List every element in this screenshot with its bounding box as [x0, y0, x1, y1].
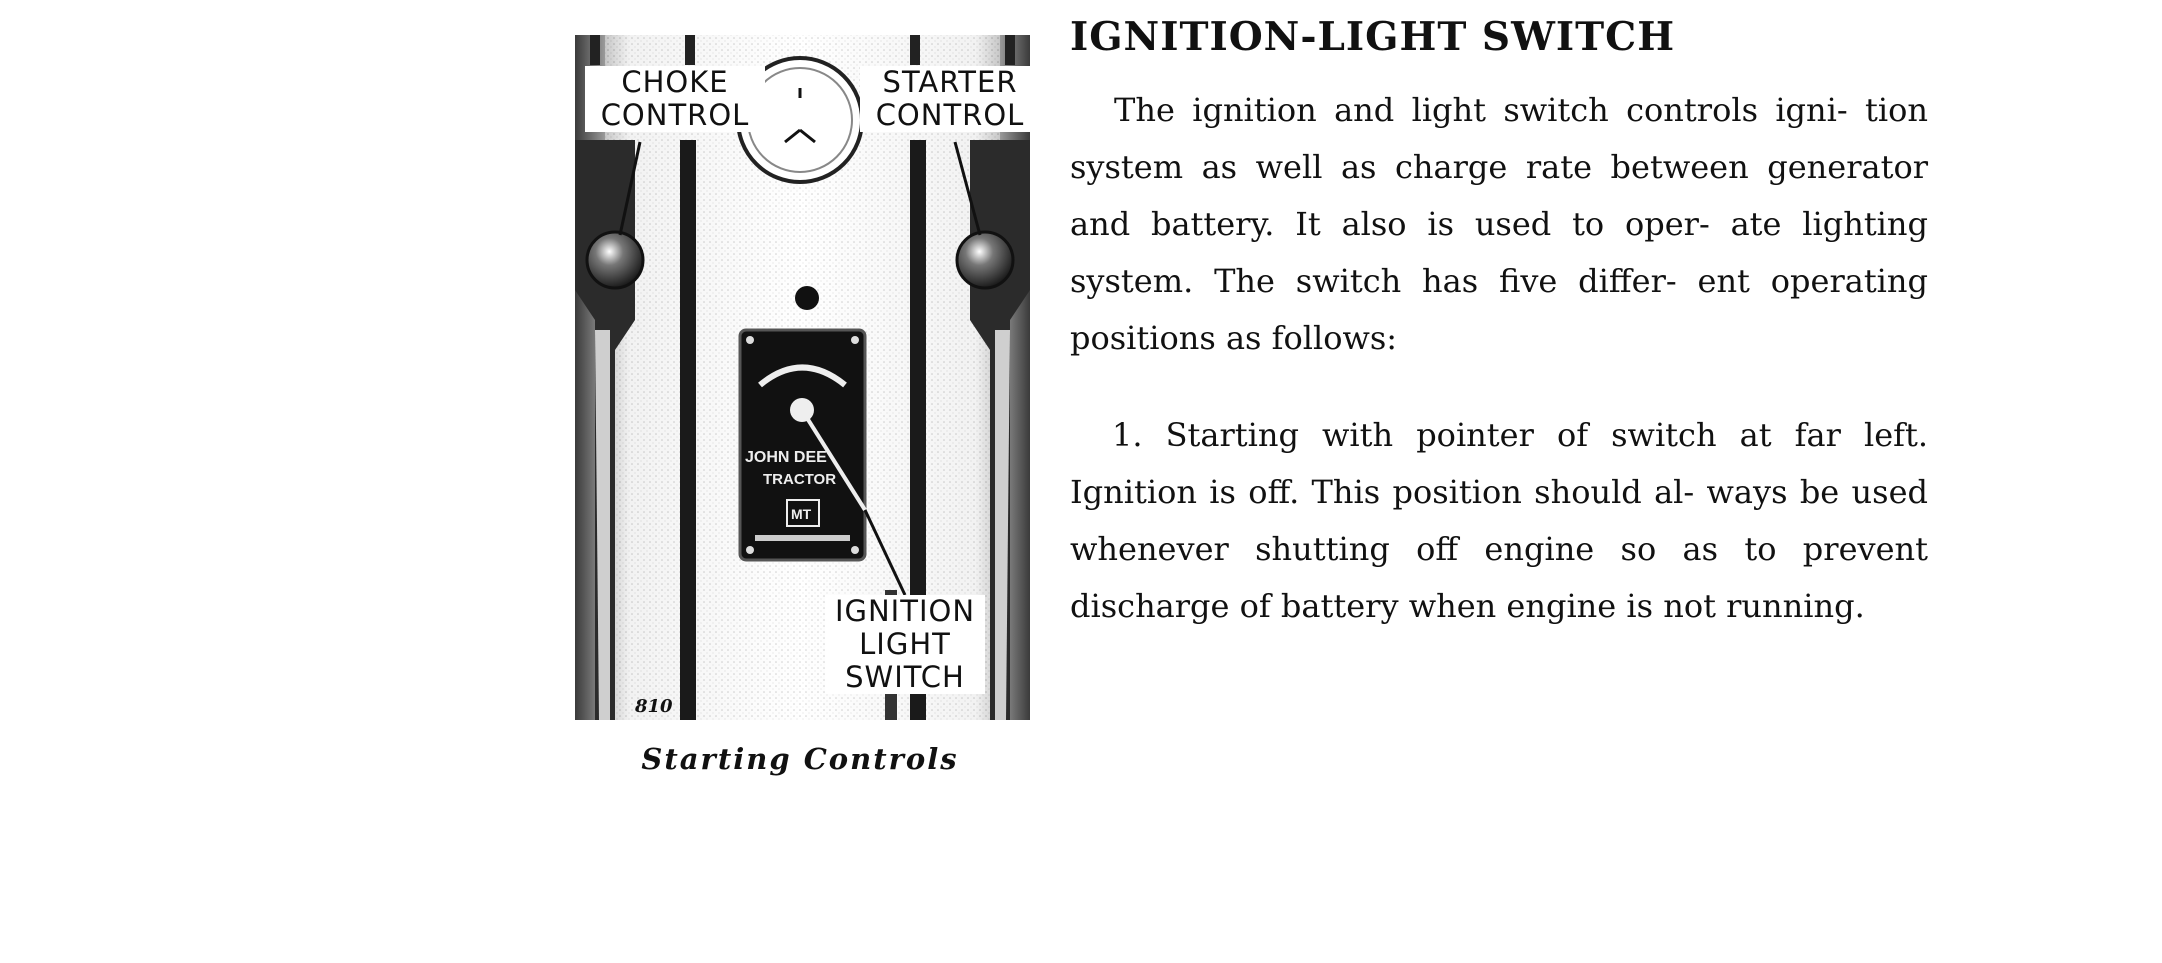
step-1-paragraph: 1. Starting with pointer of switch at far left. Ignition is off. This position should al- ways be used whenever shutting off engine so as to prevent discharge of battery when engine is not running. — [1070, 416, 1928, 625]
plate-badge: MT — [791, 506, 812, 522]
plate-brand: JOHN DEE — [745, 449, 827, 466]
choke-knob — [587, 232, 643, 288]
choke-control-label: CHOKE CONTROL — [585, 66, 765, 132]
photo-number: 810 — [635, 696, 673, 717]
section-heading: IGNITION-LIGHT SWITCH — [1070, 14, 1676, 60]
intro-paragraph: The ignition and light switch controls igni- tion system as well as charge rate between generator and battery. It also is used to oper- ate lighting system. The switch has five differ- ent operating positions as follows: — [1070, 91, 1928, 357]
starter-control-label: STARTER CONTROL — [860, 66, 1040, 132]
figure-caption: Starting Controls — [641, 742, 959, 776]
ignition-light-switch-label: IGNITION LIGHT SWITCH — [825, 595, 985, 694]
starting-controls-figure — [565, 30, 1035, 730]
text-column — [1070, 14, 1928, 635]
starter-knob — [957, 232, 1013, 288]
plate-model: TRACTOR — [763, 471, 837, 488]
left-strip — [680, 140, 696, 720]
panel-hole — [795, 286, 819, 310]
